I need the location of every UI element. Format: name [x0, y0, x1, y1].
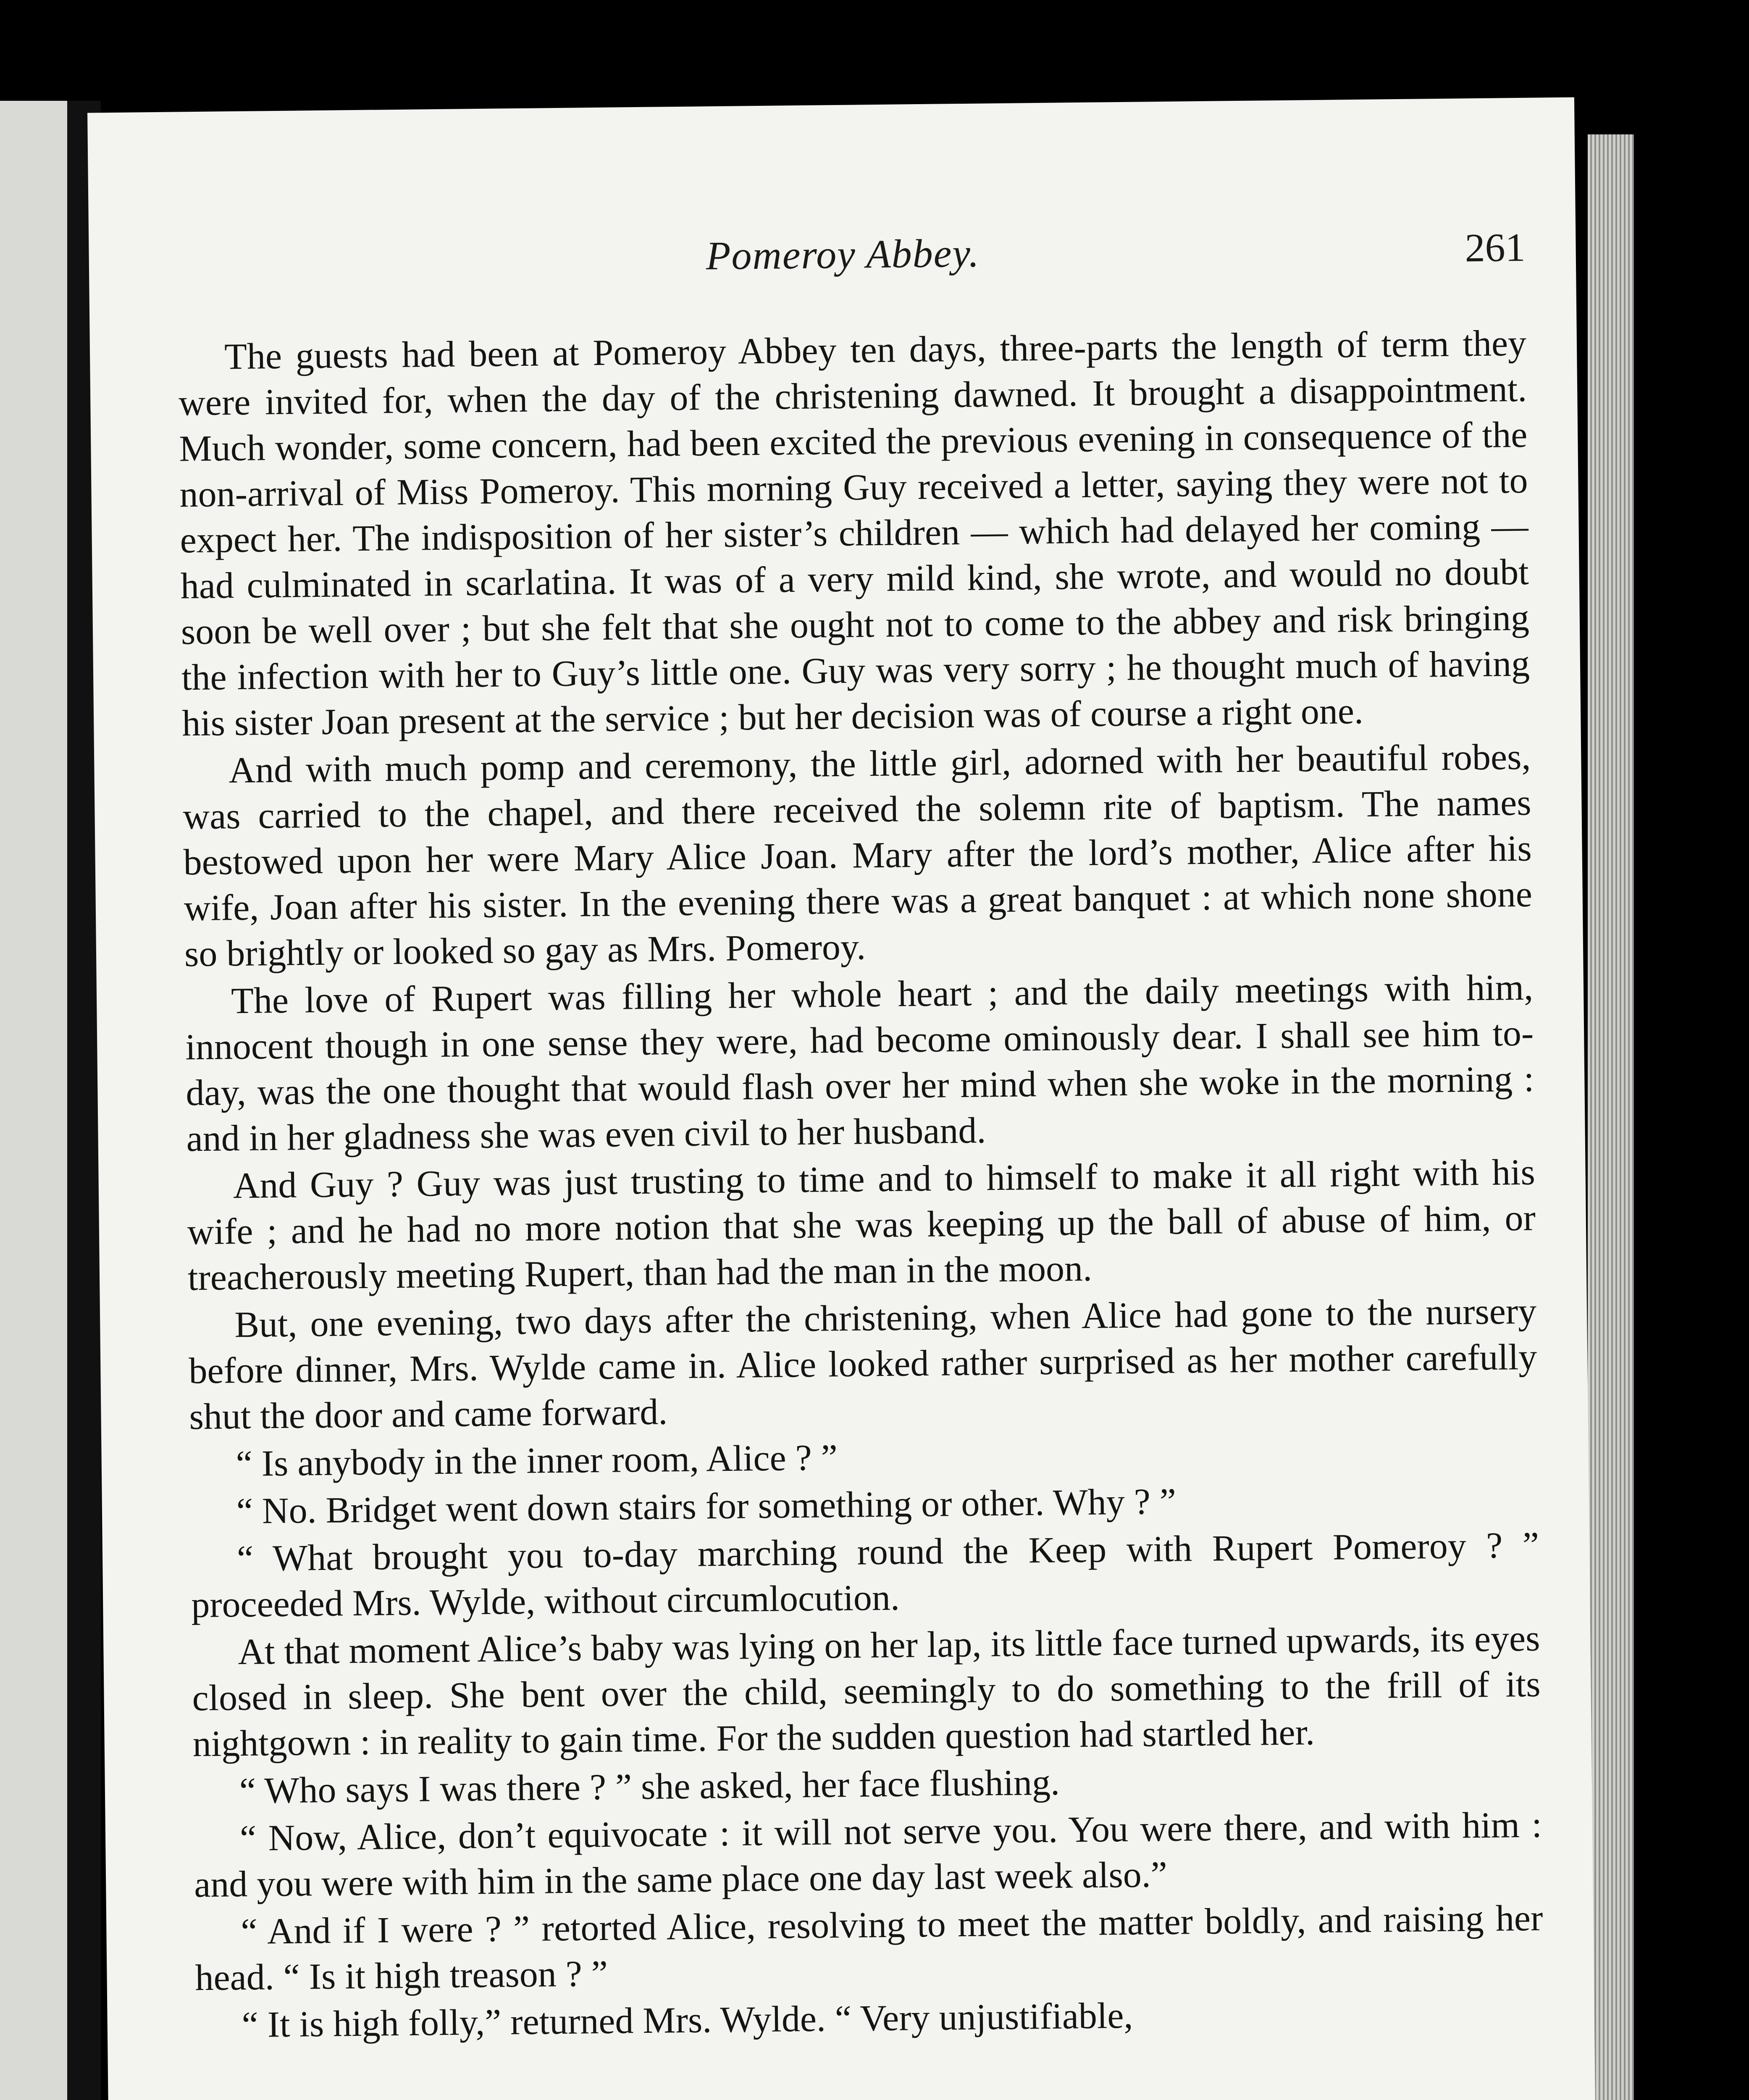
- body-text: [178, 320, 1544, 2050]
- paragraph-11: “ Now, Alice, don’t equivocate : it will not serve you. You were there, and with him : and you were with him in the same place one day last week also.”: [194, 1804, 1542, 1906]
- facing-page-edge: [0, 101, 67, 2100]
- page-stack-edge: [1588, 134, 1634, 2100]
- book-page: [87, 97, 1601, 2100]
- paragraph-5: But, one evening, two days after the christening, when Alice had gone to the nursery before dinner, Mrs. Wylde came in. Alice looked rather surprised as her mother carefully shut the door and came forward.: [188, 1291, 1537, 1438]
- paragraph-1: The guests had been at Pomeroy Abbey ten days, three-parts the length of term they were invited for, when the day of the christening dawned. It brought a disappointment. Much wonder, some concern, had been excited the previous evening in consequence of the non-arrival of Miss Pomeroy. This morning Guy received a letter, saying they were not to expect her. The indisposition of her sister’s children — which had delayed her coming — had culminated in scarlatina. It was of a very mild kind, she wrote, and would no doubt soon be well over ; but she felt that she ought not to come to the abbey and risk bringing the infection with her to Guy’s little one. Guy was very sorry ; he thought much of having his sister Joan present at the service ; but her decision was of course a right one.: [178, 323, 1530, 744]
- paragraph-12: “ And if I were ? ” retorted Alice, resolving to meet the matter boldly, and raising her head. “ Is it high treason ? ”: [195, 1898, 1543, 1999]
- paragraph-10: “ Who says I was there ? ” she asked, her face flushing.: [239, 1762, 1060, 1812]
- paragraph-13: “ It is high folly,” returned Mrs. Wylde. “ Very unjustifiable,: [242, 1995, 1133, 2046]
- running-header: [160, 224, 1526, 293]
- paragraph-9: At that moment Alice’s baby was lying on her lap, its little face turned upwards, its eyes closed in sleep. She bent over the child, seemingly to do something to the frill of its nightgown : in reality to gain time. For the sudden question had startled her.: [192, 1618, 1541, 1765]
- paragraph-7: “ No. Bridget went down stairs for something or other. Why ? ”: [236, 1481, 1177, 1532]
- paragraph-6: “ Is anybody in the inner room, Alice ? ”: [236, 1437, 838, 1485]
- paragraph-4: And Guy ? Guy was just trusting to time and to himself to make it all right with his wife ; and he had no more notion that she was keeping up the ball of abuse of him, or treacherously meeting Rupert, than had the man in the moon.: [187, 1152, 1536, 1299]
- page-number: 261: [1465, 224, 1526, 270]
- paragraph-3: The love of Rupert was filling her whole heart ; and the daily meetings with him, innocent though in one sense they were, had become ominously dear. I shall see him to-day, was the one thought that would flash over her mind when she woke in the morning : and in her gladness she was even civil to her husband.: [185, 967, 1534, 1160]
- paragraph-8: “ What brought you to-day marching round the Keep with Rupert Pomeroy ? ” proceeded Mrs. Wylde, without circumlocution.: [191, 1525, 1539, 1626]
- running-title: Pomeroy Abbey.: [706, 230, 980, 278]
- paragraph-2: And with much pomp and ceremony, the little girl, adorned with her beautiful robes, was carried to the chapel, and there received the solemn rite of baptism. The names bestowed upon her were Mary Alice Joan. Mary after the lord’s mother, Alice after his wife, Joan after his sister. In the evening there was a great banquet : at which none shone so brightly or looked so gay as Mrs. Pomeroy.: [183, 736, 1533, 975]
